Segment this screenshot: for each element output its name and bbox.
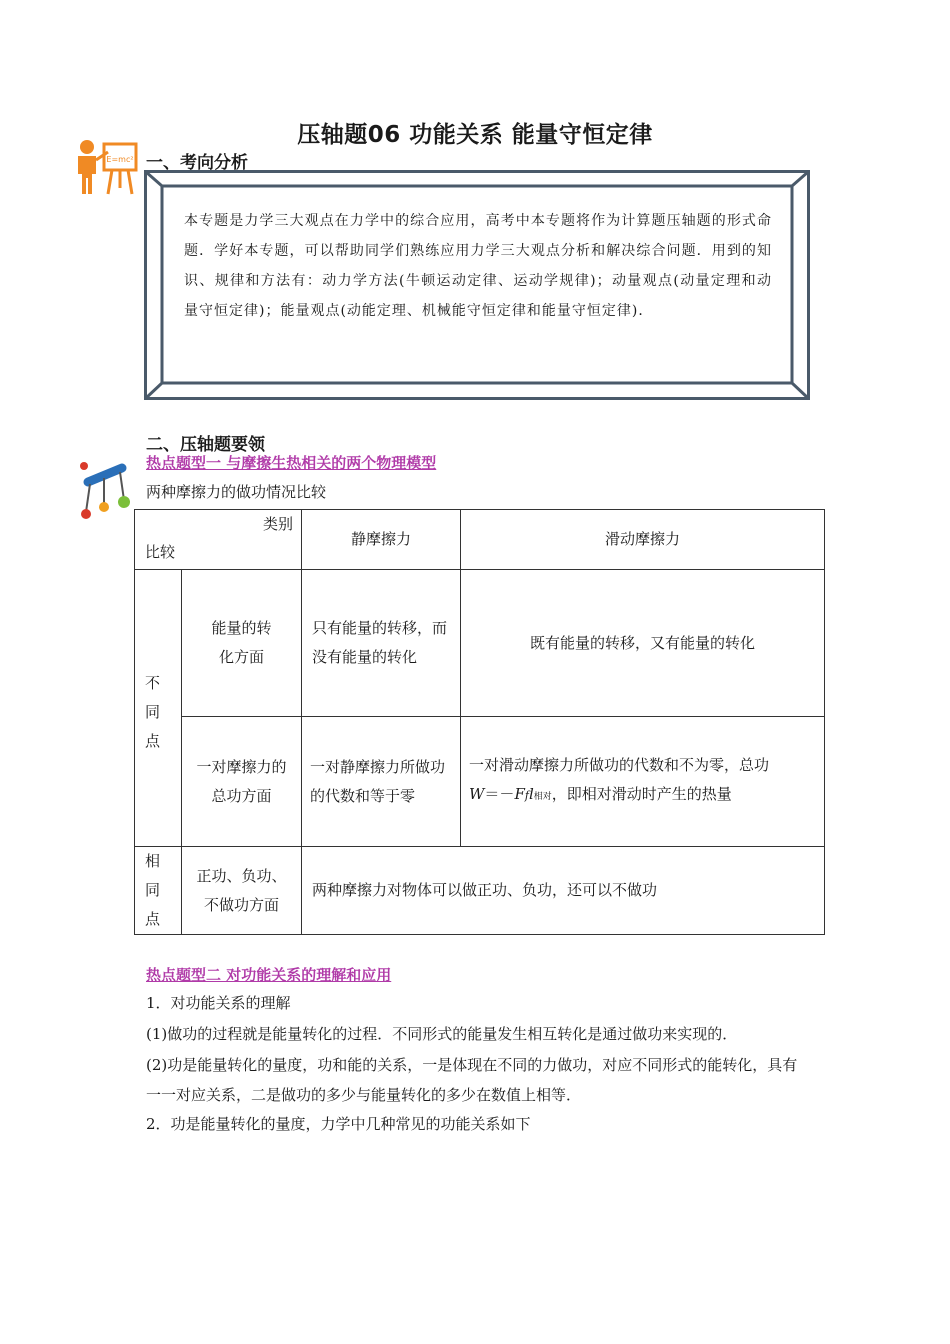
formula-l-sub: 相对 (533, 792, 552, 802)
same-label-cell (135, 847, 182, 935)
formula-f-sub: f (524, 789, 529, 802)
row3-common: 两种摩擦力对物体可以做正功、负功，还可以不做功 (302, 847, 825, 935)
row2-aspect-cell (182, 717, 302, 847)
hot-topic-1: 热点题型一 与摩擦生热相关的两个物理模型 (146, 454, 437, 472)
table-corner-cell (135, 510, 302, 570)
formula-eq: ＝－ (484, 785, 515, 803)
header-static-friction: 静摩擦力 (302, 510, 461, 570)
page-title: 压轴题06 功能关系 能量守恒定律 (297, 122, 653, 148)
pin-model-icon (78, 460, 134, 526)
paragraph-4: 2．功是能量转化的量度，力学中几种常见的功能关系如下 (146, 1115, 531, 1133)
svg-text:E=mc²: E=mc² (106, 155, 134, 164)
row1-static-cell (302, 570, 461, 717)
row1-aspect: 能量的转化方面 (211, 619, 272, 666)
same-label: 相同点 (145, 852, 161, 928)
corner-compare: 比较 (145, 543, 176, 561)
row2-static: 一对静摩擦力所做功的代数和等于零 (310, 757, 446, 805)
intro-paragraph: 本专题是力学三大观点在力学中的综合应用，高考中本专题将作为计算题压轴题的形式命题．学好本专题，可以帮助同学们熟练应用力学三大观点分析和解决综合问题．用到的知识、规律和方法有：动力学方法(牛顿运动定律、运动学规律)；动量观点(动量定理和动量守恒定律)；能量观点(动能定理、机械能守恒定律和能量守恒定律)． (184, 213, 772, 319)
paragraph-3: (2)功是能量转化的量度，功和能的关系，一是体现在不同的力做功，对应不同形式的能转化，具有一一对应关系，二是做功的多少与能量转化的多少在数值上相等． (146, 1056, 798, 1104)
section-heading-essentials: 二、压轴题要领 (146, 435, 265, 455)
formula-w: W (469, 785, 485, 803)
section-heading-analysis: 一、考向分析 (146, 153, 248, 173)
teacher-board-icon (76, 138, 138, 200)
hot-topic-2: 热点题型二 对功能关系的理解和应用 (146, 966, 392, 984)
diff-label-cell (135, 570, 182, 847)
row2-static-cell (302, 717, 461, 847)
row1-static: 只有能量的转移，而没有能量的转化 (312, 619, 448, 666)
row2-aspect: 一对摩擦力的总功方面 (196, 757, 287, 805)
corner-category: 类别 (262, 515, 293, 533)
row2-sliding-cell (461, 717, 825, 847)
row2-sliding-text-b: ，即相对滑动时产生的热量 (551, 785, 732, 803)
row1-sliding: 既有能量的转移，又有能量的转化 (461, 570, 825, 717)
table-caption: 两种摩擦力的做功情况比较 (146, 483, 327, 501)
header-sliding-friction: 滑动摩擦力 (461, 510, 825, 570)
row3-aspect-cell (182, 847, 302, 935)
paragraph-2: (1)做功的过程就是能量转化的过程．不同形式的能量发生相互转化是通过做功来实现的． (146, 1025, 738, 1043)
formula-l: l (528, 785, 534, 803)
friction-comparison-table (134, 509, 825, 935)
formula-f: F (514, 785, 525, 803)
paragraph-1: 1．对功能关系的理解 (146, 994, 291, 1012)
row3-aspect: 正功、负功、不做功方面 (196, 866, 287, 914)
diff-label: 不同点 (145, 673, 161, 750)
row1-aspect-cell (182, 570, 302, 717)
row2-sliding-text-a: 一对滑动摩擦力所做功的代数和不为零，总功 (469, 756, 770, 774)
